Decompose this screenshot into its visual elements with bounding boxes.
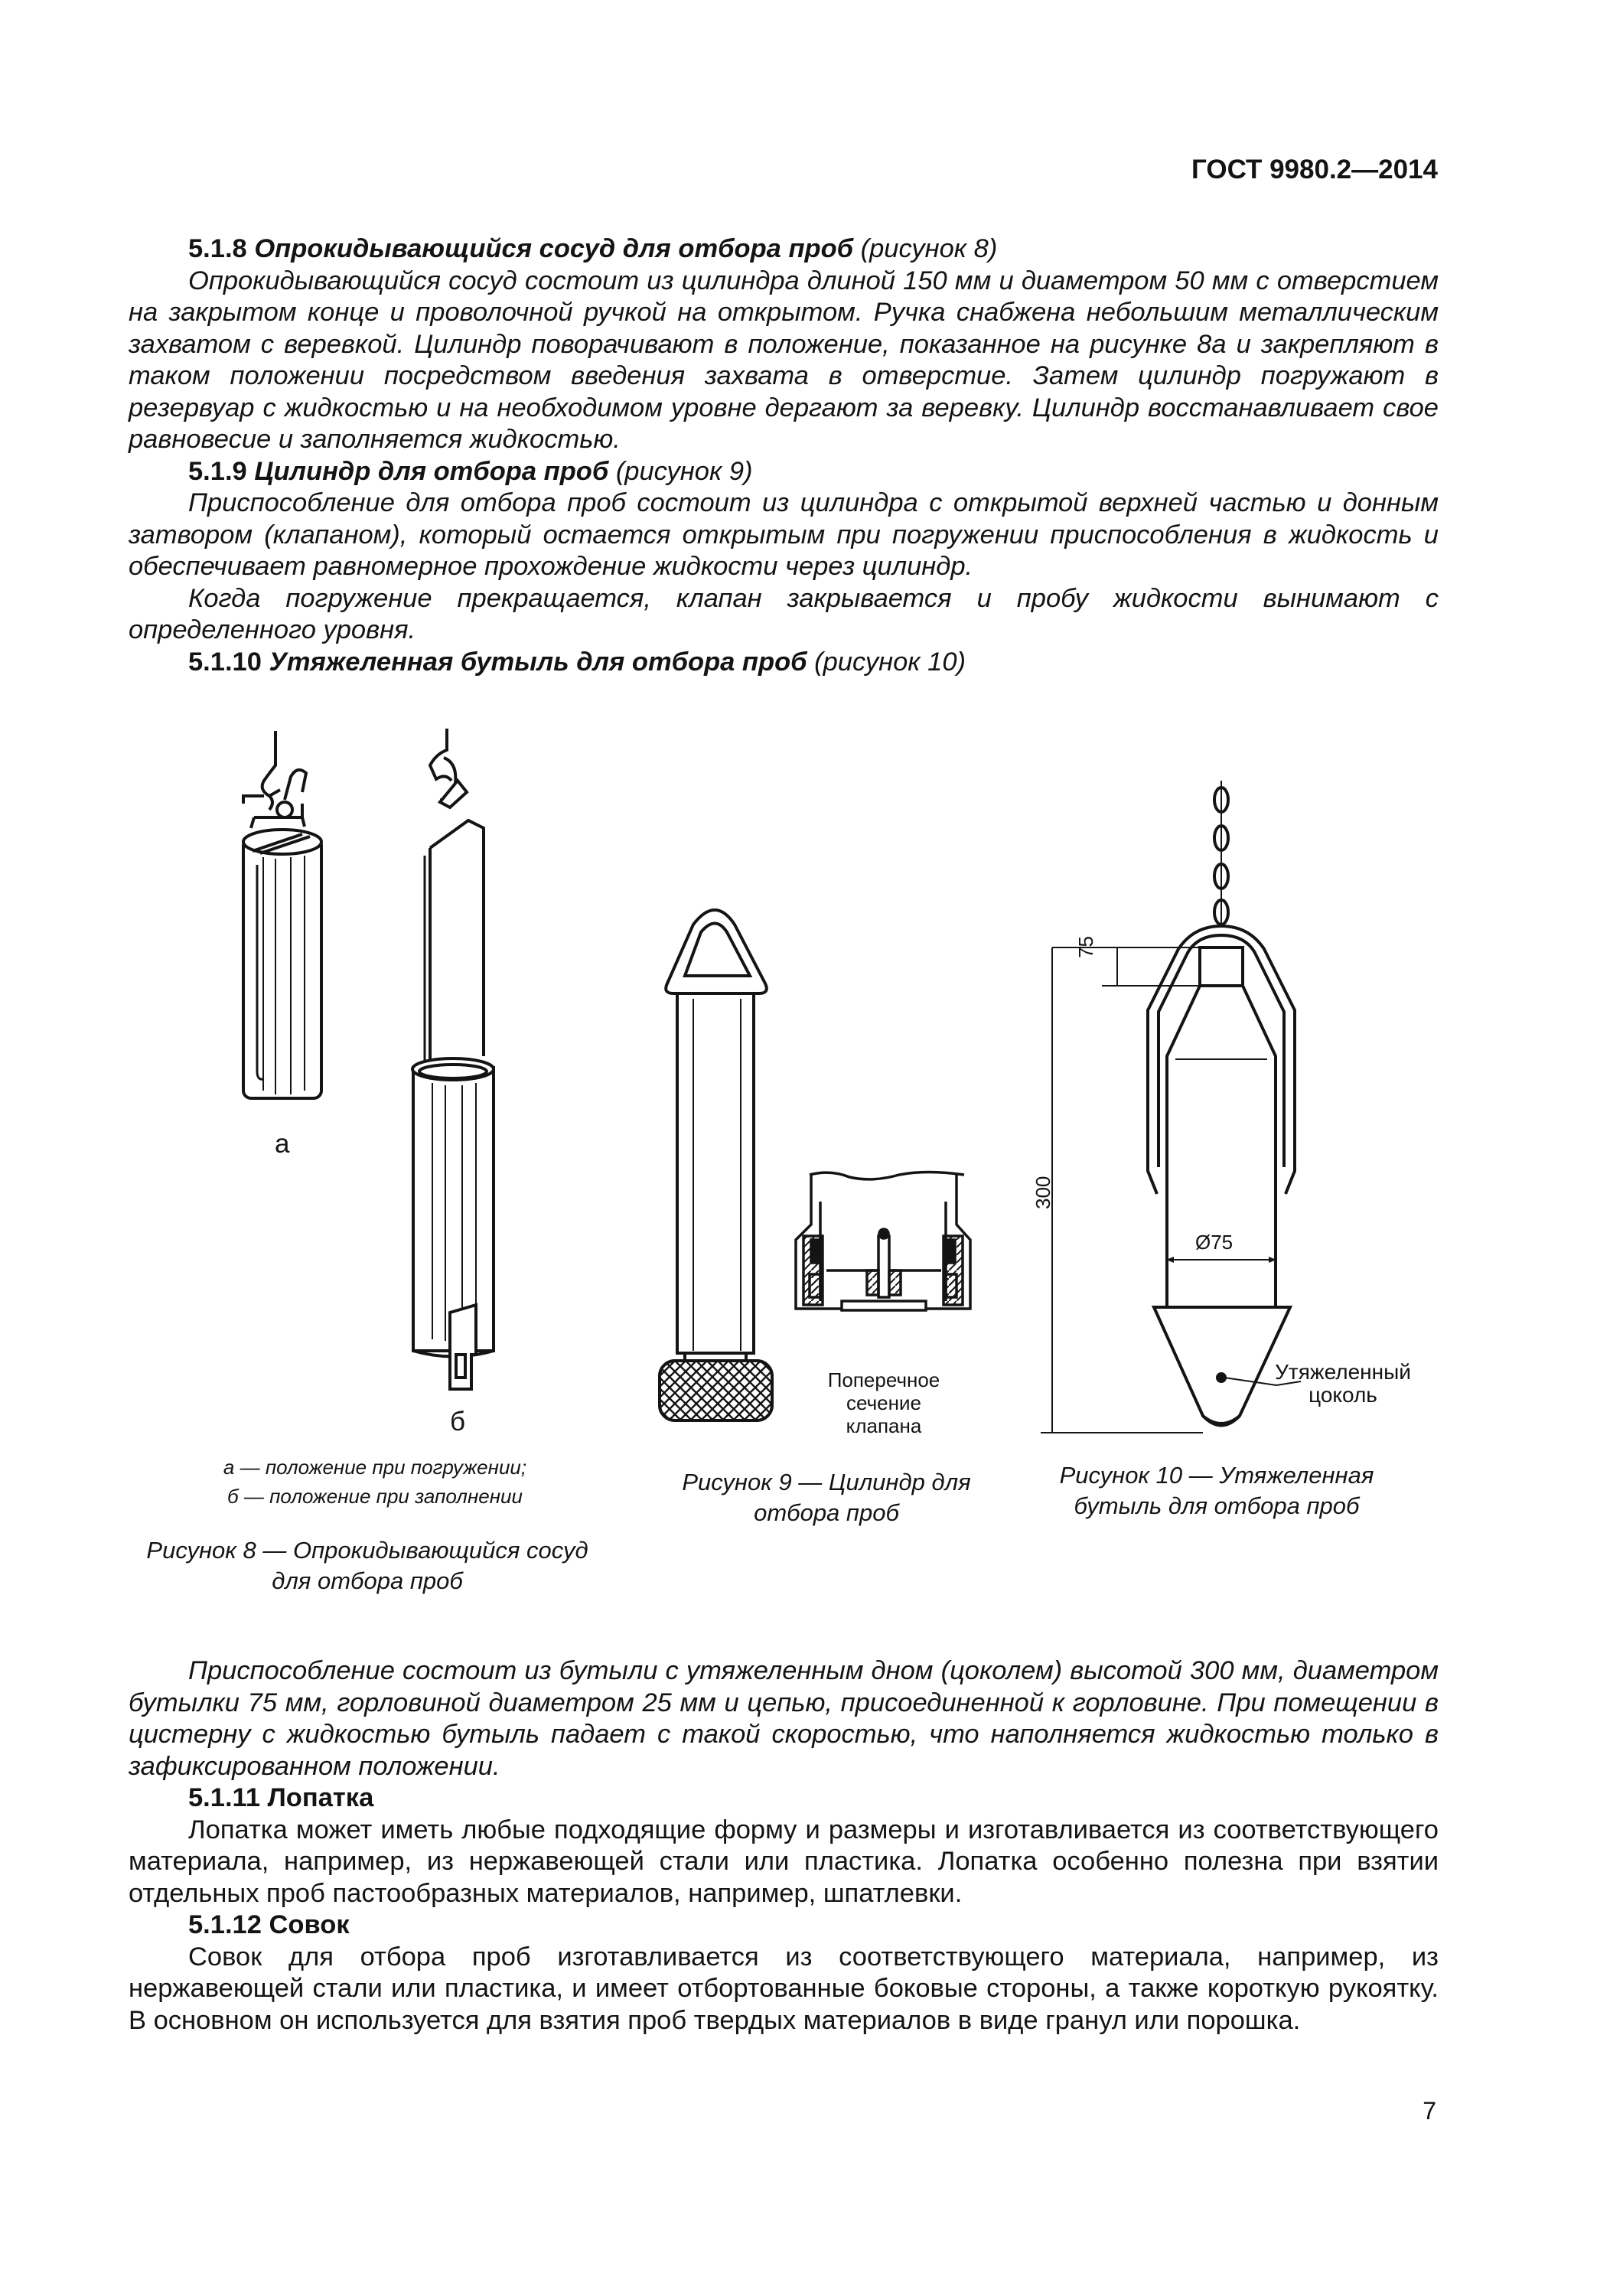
section-5-1-8-body: Опрокидывающийся сосуд состоит из цилиндра длиной 150 мм и диаметром 50 мм с отверстием на закрытом конце и проволочной ручкой на открытом. Ручка снабжена небольшим металлическим захватом с веревкой. Цилиндр поворачивают в положение, показанное на рисунке 8а и закрепляют в таком положении посредством введения захвата в отверстие. Затем цилиндр погружают в резервуар с жидкостью и на необходимом уровне дергают за веревку. Цилиндр восстанавливает свое равновесие и заполняется жидкостью. [129, 266, 1439, 454]
figure-10-bottle [1041, 781, 1301, 1433]
section-5-1-11-body: Лопатка может иметь любые подходящие форму и размеры и изготавливается из соответствующего материала, например, из нержавеющей стали или пластика. Лопатка особенно полезна при взятии отдельных проб пастообразных материалов, например, шпатлевки. [129, 1815, 1439, 1908]
figure-10-dim-height: 300 [1031, 1176, 1054, 1209]
document-header: ГОСТ 9980.2—2014 [1191, 155, 1438, 184]
lower-text [129, 1655, 1439, 2037]
section-5-1-8-heading: 5.1.8 Опрокидывающийся сосуд для отбора проб (рисунок 8) [188, 234, 998, 263]
figure-10-caption: Рисунок 10 — Утяжеленная бутыль для отбора проб [1059, 1462, 1374, 1519]
figure-10-dim-diameter: Ø75 [1195, 1231, 1234, 1254]
section-5-1-9-heading: 5.1.9 Цилиндр для отбора проб (рисунок 9) [188, 456, 753, 486]
section-5-1-12-heading: 5.1.12 Совок [188, 1910, 350, 1939]
figure-9-valve-label: Поперечное сечение клапана [827, 1368, 940, 1437]
figure-9-valve-section [796, 1172, 970, 1311]
section-5-1-12-body: Совок для отбора проб изготавливается из соответствующего материала, например, из нержавеющей стали или пластика, и имеет отбортованные боковые стороны, а также короткую рукоятку. В основном он используется для взятия проб твердых материалов в виде гранул или порошка. [129, 1942, 1439, 2035]
figure-8-caption: Рисунок 8 — Опрокидывающийся сосуд для отбора проб [146, 1537, 588, 1594]
section-5-1-9-para-2: Когда погружение прекращается, клапан закрывается и пробу жидкости вынимают с определенного уровня. [129, 583, 1439, 644]
page-number: 7 [1423, 2097, 1436, 2125]
figure-9-caption: Рисунок 9 — Цилиндр для отбора проб [682, 1469, 971, 1526]
figure-8a [243, 731, 321, 1098]
figure-10-base-label: Утяжеленный цоколь [1275, 1360, 1411, 1407]
figure-8-legend: а — положение при погружении; б — положение при заполнении [223, 1456, 527, 1508]
figure-9-cylinder [660, 910, 772, 1420]
figure-8-label-b: б [450, 1407, 466, 1437]
figure-8b [412, 729, 494, 1389]
section-5-1-10-body: Приспособление состоит из бутыли с утяжеленным дном (цоколем) высотой 300 мм, диаметром бутылки 75 мм, горловиной диаметром 25 мм и цепью, присоединенной к горловине. При помещении в цистерну с жидкостью бутыль падает с такой скоростью, что наполняется жидкостью только в зафиксированном положении. [129, 1656, 1439, 1781]
section-5-1-9-para-1: Приспособление для отбора проб состоит из цилиндра с открытой верхней частью и донным затвором (клапаном), который остается открытым при погружении приспособления в жидкость и обеспечивает равномерное прохождение жидкости через цилиндр. [129, 488, 1439, 581]
section-5-1-11-heading: 5.1.11 Лопатка [188, 1783, 374, 1812]
figure-10-dim-neck: 75 [1074, 936, 1097, 958]
section-5-1-10-heading: 5.1.10 Утяжеленная бутыль для отбора проб (рисунок 10) [188, 647, 966, 677]
figure-8-label-a: а [275, 1129, 290, 1159]
